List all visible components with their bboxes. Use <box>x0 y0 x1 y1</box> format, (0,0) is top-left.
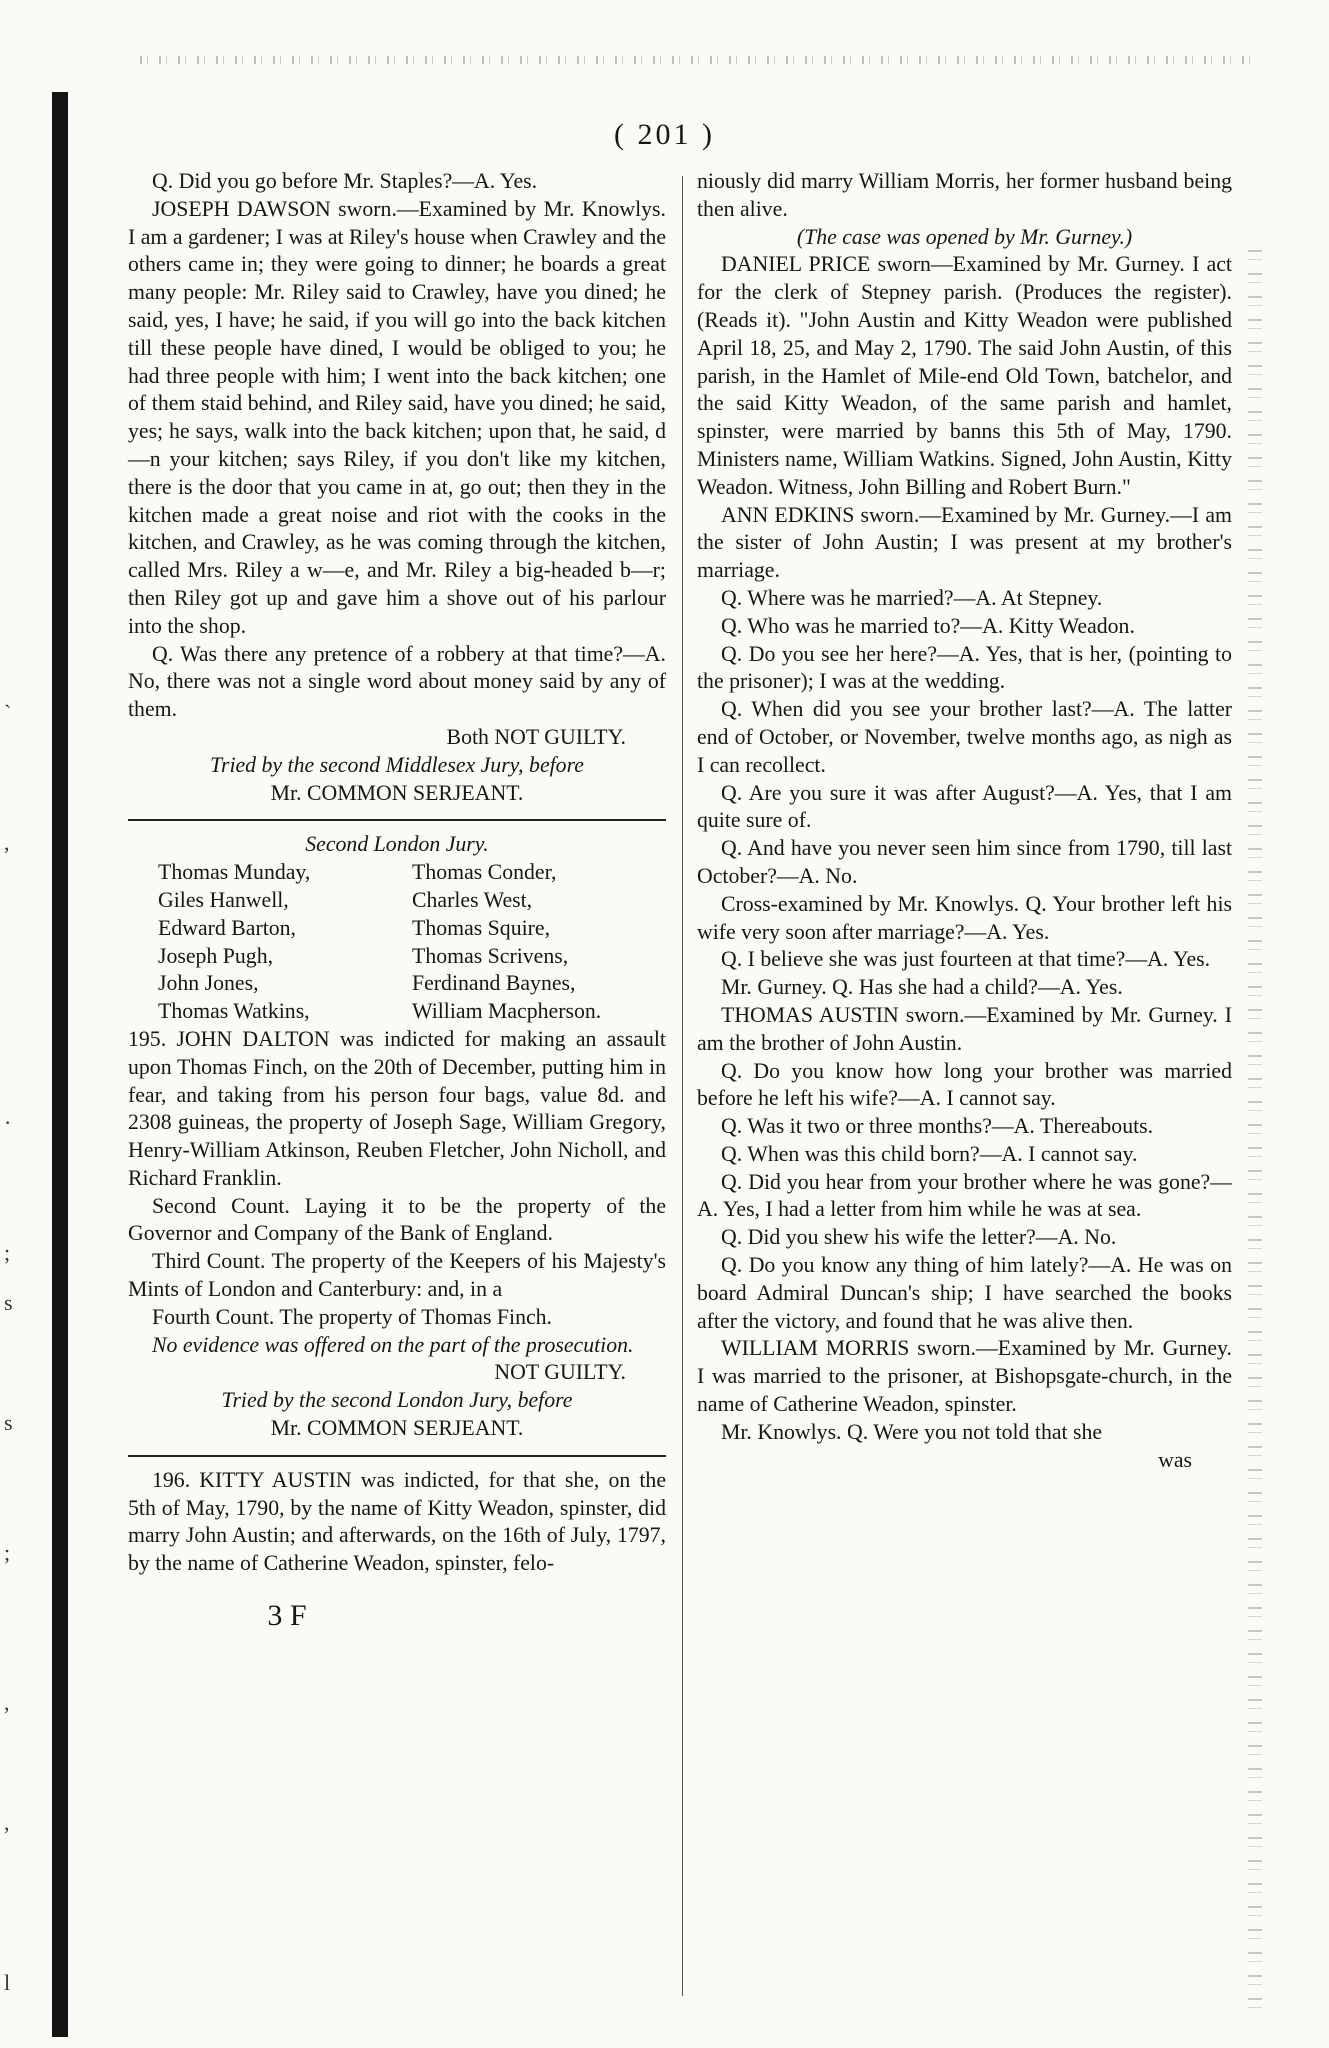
case-note: (The case was opened by Mr. Gurney.) <box>796 224 1133 249</box>
left-column <box>128 168 666 1633</box>
juror-name: John Jones, <box>158 971 259 996</box>
juror-row <box>158 887 666 915</box>
signature-mark: 3 F <box>267 1599 307 1633</box>
tried-line: Tried by the second London Jury, before <box>221 1388 573 1413</box>
verdict: NOT GUILTY. <box>494 1360 626 1385</box>
tried-judge: Mr. COMMON SERJEANT. <box>270 780 524 805</box>
juror-row <box>158 943 666 971</box>
question-paragraph: Q. Do you know how long your brother was married before he left his wife?—A. I cannot say. <box>697 1058 1232 1111</box>
testimony-paragraph: THOMAS AUSTIN sworn.—Examined by Mr. Gurney. I am the brother of John Austin. <box>697 1002 1232 1055</box>
juror-name: Charles West, <box>412 887 533 912</box>
question-paragraph: Q. Who was he married to?—A. Kitty Weadon. <box>721 613 1135 638</box>
case-196-indictment: 196. KITTY AUSTIN was indicted, for that she, on the 5th of May, 1790, by the name of Kitty Weadon, spinster, did marry John Austin; and afterwards, on the 16th of July, 1797, by the name of Catherine Weadon, spinster, felo- <box>128 1467 666 1576</box>
no-evidence-note: No evidence was offered on the part of the prosecution. <box>152 1332 634 1357</box>
count-paragraph: Fourth Count. The property of Thomas Finch. <box>152 1304 552 1329</box>
testimony-paragraph: JOSEPH DAWSON sworn.—Examined by Mr. Knowlys. I am a gardener; I was at Riley's house when Crawley and the others came in; they were going to dinner; he boards a great many people: Mr. Riley said to Crawley, have you dined; he said, yes, I have; he said, if you will go into the back kitchen till these people have dined, I would be obliged to you; he had three people with him; I went into the back kitchen; one of them staid behind, and Riley said, have you dined; he said, yes; he says, walk into the back kitchen; upon that, he said, d—n your kitchen; says Riley, if you don't like my kitchen, there is the door that you came in at, go out; then they in the kitchen made a great noise and riot with the cooks in the kitchen, and Crawley, as he was coming through the kitchen, called Mrs. Riley a w—e, and Mr. Riley a big-headed b—r; then Riley got up and gave him a shove out of his parlour into the shop. <box>128 196 666 638</box>
question-paragraph: Q. Are you sure it was after August?—A. Yes, that I am quite sure of. <box>697 780 1232 833</box>
right-column <box>697 168 1232 1474</box>
testimony-paragraph: niously did marry William Morris, her former husband being then alive. <box>697 169 1232 221</box>
question-paragraph: Q. Did you go before Mr. Staples?—A. Yes. <box>152 169 538 193</box>
juror-name: Thomas Munday, <box>158 860 311 885</box>
scan-noise-top <box>140 56 1260 64</box>
count-paragraph: Second Count. Laying it to be the property of the Governor and Company of the Bank of England. <box>128 1193 666 1246</box>
testimony-paragraph: ANN EDKINS sworn.—Examined by Mr. Gurney.—I am the sister of John Austin; I was present at my brother's marriage. <box>697 502 1232 583</box>
testimony-paragraph: WILLIAM MORRIS sworn.—Examined by Mr. Gurney. I was married to the prisoner, at Bishopsgate-church, in the name of Catherine Weadon, spinster. <box>697 1336 1232 1417</box>
juror-row <box>158 915 666 943</box>
case-195-indictment: 195. JOHN DALTON was indicted for making an assault upon Thomas Finch, on the 20th of December, putting him in fear, and taking from his person four bags, value 8d. and 2308 guineas, the property of Joseph Sage, William Gregory, Henry-William Atkinson, Reuben Fletcher, John Nicholl, and Richard Franklin. <box>128 1026 666 1190</box>
question-paragraph: Q. And have you never seen him since from 1790, till last October?—A. No. <box>697 836 1232 888</box>
question-paragraph: Q. Do you know any thing of him lately?—A. He was on board Admiral Duncan's ship; I have searched the books after the victory, and found that he was alive then. <box>697 1253 1232 1333</box>
juror-name: Thomas Watkins, <box>158 999 310 1024</box>
question-paragraph: Q. I believe she was just fourteen at that time?—A. Yes. <box>721 947 1211 972</box>
juror-row <box>158 970 666 998</box>
juror-row <box>158 859 666 887</box>
question-paragraph: Mr. Gurney. Q. Has she had a child?—A. Yes. <box>721 975 1123 1000</box>
juror-name: Edward Barton, <box>158 915 297 940</box>
juror-name: Ferdinand Baynes, <box>412 971 576 996</box>
scan-noise-right <box>1248 250 1262 2010</box>
section-rule <box>128 1455 666 1457</box>
count-paragraph: Third Count. The property of the Keepers of his Majesty's Mints of London and Canterbury: and, in a <box>128 1249 666 1302</box>
cross-examination-paragraph: Cross-examined by Mr. Knowlys. Q. Your brother left his wife very soon after marriage?—A. Yes. <box>697 891 1232 944</box>
tried-judge: Mr. COMMON SERJEANT. <box>270 1416 524 1441</box>
question-paragraph: Q. Was there any pretence of a robbery at that time?—A. No, there was not a single word about money said by any of them. <box>128 641 666 722</box>
juror-name: William Macpherson. <box>412 999 602 1024</box>
question-paragraph: Q. Did you hear from your brother where he was gone?—A. Yes, I had a letter from him while he was at sea. <box>697 1169 1232 1222</box>
question-paragraph: Q. When was this child born?—A. I cannot say. <box>721 1141 1138 1166</box>
testimony-paragraph: DANIEL PRICE sworn—Examined by Mr. Gurney. I act for the clerk of Stepney parish. (Produces the register). (Reads it). "John Austin and Kitty Weadon were published April 18, 25, and May 2, 1790. The said John Austin, of this parish, in the Hamlet of Mile-end Old Town, batchelor, and the said Kitty Weadon, of the same parish and hamlet, spinster, were married by banns this 5th of May, 1790. Ministers name, William Watkins. Signed, John Austin, Kitty Weadon. Witness, John Billing and Robert Burn." <box>697 252 1232 499</box>
juror-name: Thomas Scrivens, <box>412 943 569 968</box>
jury-title: Second London Jury. <box>305 832 489 857</box>
question-paragraph: Q. Did you shew his wife the letter?—A. No. <box>721 1225 1117 1250</box>
juror-name: Thomas Squire, <box>412 915 551 940</box>
verdict: Both NOT GUILTY. <box>446 724 626 749</box>
tried-line: Tried by the second Middlesex Jury, before <box>210 752 584 777</box>
juror-list <box>158 859 666 1026</box>
question-paragraph: Q. When did you see your brother last?—A. The latter end of October, or November, twelve months ago, as nigh as I can recollect. <box>697 697 1232 777</box>
question-paragraph: Q. Do you see her here?—A. Yes, that is her, (pointing to the prisoner); I was at the wedding. <box>697 641 1232 694</box>
question-paragraph: Q. Where was he married?—A. At Stepney. <box>721 585 1103 610</box>
juror-name: Giles Hanwell, <box>158 887 289 912</box>
question-paragraph: Mr. Knowlys. Q. Were you not told that she <box>721 1419 1103 1444</box>
juror-name: Thomas Conder, <box>412 860 557 885</box>
page-number-header: ( 201 ) <box>614 118 715 151</box>
question-paragraph: Q. Was it two or three months?—A. Thereabouts. <box>721 1114 1154 1139</box>
scan-noise-left: ` , · ; s s ; , , l <box>4 700 13 1995</box>
section-rule <box>128 819 666 821</box>
juror-name: Joseph Pugh, <box>158 943 274 968</box>
juror-row <box>158 998 666 1026</box>
column-divider <box>682 176 683 1996</box>
catchword: was <box>1158 1447 1192 1472</box>
page-binding-edge <box>52 92 68 2037</box>
